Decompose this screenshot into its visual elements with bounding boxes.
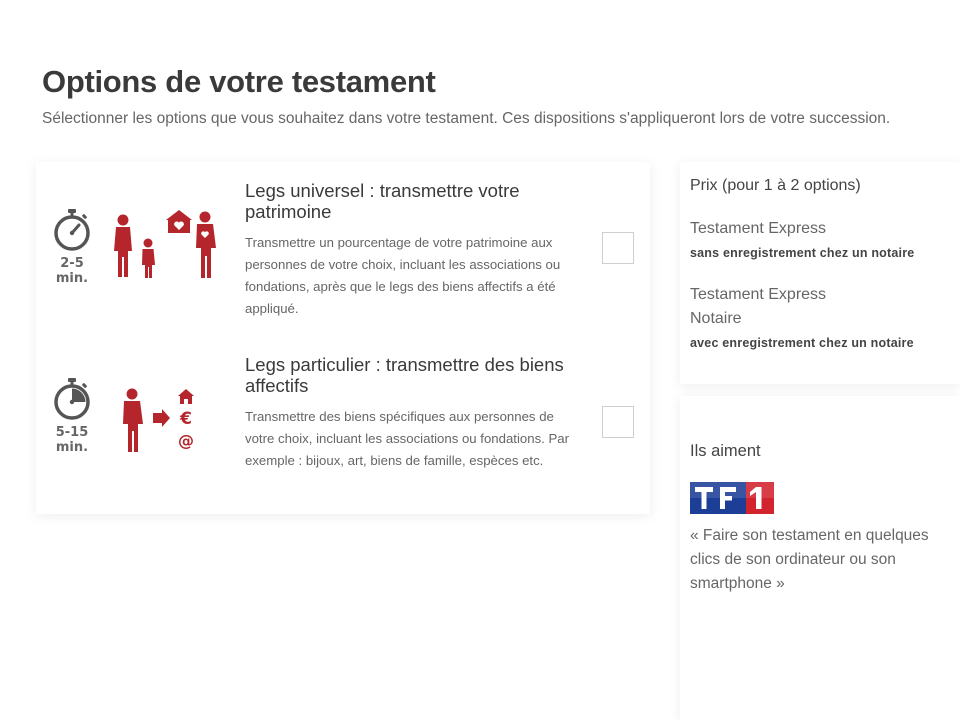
price-item [690, 217, 952, 262]
duration-indicator [50, 208, 94, 286]
family-icon [108, 208, 228, 288]
bequest-illustration [120, 388, 232, 458]
euro-icon: € [180, 409, 192, 429]
option-description: Transmettre un pourcentage de votre patrimoine aux personnes de votre choix, incluant les associations ou fondations, après que le legs des biens affectifs a été appliqué. [245, 235, 561, 316]
price-note: sans enregistrement chez un notaire [690, 246, 915, 260]
price-name-suffix: Notaire [690, 310, 742, 327]
person-icon [123, 389, 143, 453]
duration-range: 5-15 [55, 425, 89, 440]
option-title: Legs particulier : transmettre des biens affectifs [245, 354, 564, 396]
price-note: avec enregistrement chez un notaire [690, 336, 914, 350]
testimonial-card [680, 396, 960, 720]
at-icon: @ [178, 431, 194, 450]
pricing-card [680, 162, 960, 384]
stopwatch-icon [52, 377, 92, 421]
option-title: Legs universel : transmettre votre patrimoine [245, 180, 520, 222]
tf1-logo [690, 482, 774, 514]
house-icon [166, 210, 192, 233]
price-item [690, 283, 952, 352]
page-title: Options de votre testament [42, 64, 436, 99]
option-checkbox[interactable] [602, 232, 634, 264]
duration-unit: min. [55, 271, 89, 286]
page-subtitle: Sélectionner les options que vous souhaitez dans votre testament. Ces dispositions s'appliqueront lors de votre succession. [42, 110, 891, 127]
options-card [36, 162, 650, 514]
option-legs-universel [36, 178, 650, 343]
option-legs-particulier [36, 352, 650, 512]
testimonial-heading: Ils aiment [690, 442, 761, 460]
option-description: Transmettre des biens spécifiques aux personnes de votre choix, incluant les associations ou fondations. Par exemple : bijoux, art, biens de famille, espèces etc. [245, 409, 570, 468]
duration-unit: min. [55, 440, 89, 455]
arrow-right-icon [153, 409, 170, 427]
house-icon [178, 389, 194, 404]
tf1-logo-text [680, 396, 681, 397]
option-checkbox[interactable] [602, 406, 634, 438]
price-name: Testament Express [690, 286, 827, 303]
duration-range: 2-5 [60, 256, 84, 271]
stopwatch-icon [52, 208, 92, 252]
price-name: Testament Express [690, 220, 827, 237]
testimonial-quote: « Faire son testament en quelques clics de son ordinateur ou son smartphone » [690, 527, 929, 592]
pricing-heading: Prix (pour 1 à 2 options) [690, 177, 861, 194]
duration-indicator [50, 377, 94, 455]
